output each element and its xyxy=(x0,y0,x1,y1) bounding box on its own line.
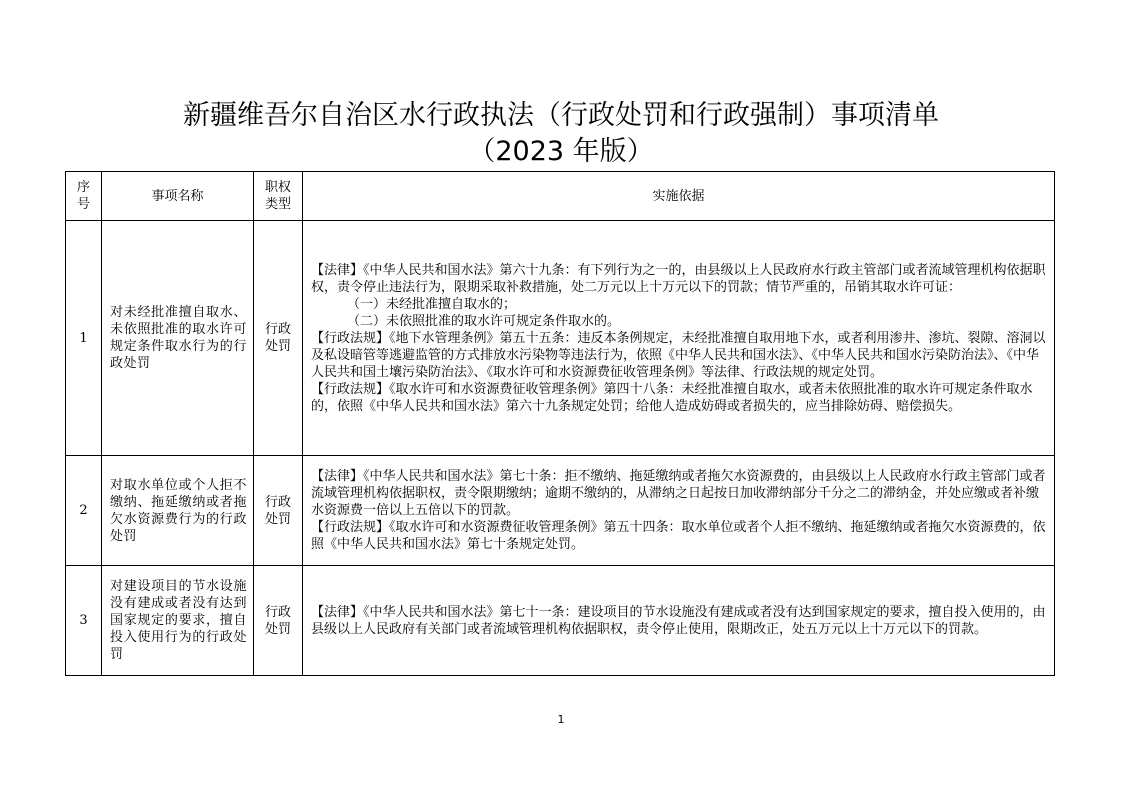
row-name: 对取水单位或个人拒不缴纳、拖延缴纳或者拖欠水资源费行为的行政处罚 xyxy=(102,456,254,566)
row-type: 行政处罚 xyxy=(254,456,303,566)
basis-paragraph: 【行政法规】《取水许可和水资源费征收管理条例》第五十四条：取水单位或者个人拒不缴纳、拖延缴纳或者拖欠水资源费的，依照《中华人民共和国水法》第七十条规定处罚。 xyxy=(311,520,1046,552)
page-number: 1 xyxy=(557,713,565,726)
table-header-row xyxy=(66,172,1055,221)
row-no: 3 xyxy=(66,566,102,676)
basis-paragraph: 【法律】《中华人民共和国水法》第六十九条：有下列行为之一的，由县级以上人民政府水行政主管部门或者流域管理机构依据职权，责令停止违法行为，限期采取补救措施，处二万元以上十万元以下的罚款；情节严重的，吊销其取水许可证： xyxy=(311,262,1046,295)
row-type: 行政处罚 xyxy=(254,221,303,456)
row-type: 行政处罚 xyxy=(254,566,303,676)
row-no: 2 xyxy=(66,456,102,566)
document-edition: （2023 年版） xyxy=(468,136,654,167)
basis-paragraph: 【法律】《中华人民共和国水法》第七十一条：建设项目的节水设施没有建成或者没有达到国家规定的要求，擅自投入使用的，由县级以上人民政府有关部门或者流域管理机构依据职权，责令停止使用，限期改正，处五万元以上十万元以下的罚款。 xyxy=(311,604,1046,637)
table-row xyxy=(66,221,1055,456)
table-row xyxy=(66,456,1055,566)
header-no: 序号 xyxy=(66,172,102,221)
basis-paragraph: 【行政法规】《取水许可和水资源费征收管理条例》第四十八条：未经批准擅自取水，或者未依照批准的取水许可规定条件取水的，依照《中华人民共和国水法》第六十九条规定处罚；给他人造成妨碍或者损失的，应当排除妨碍、赔偿损失。 xyxy=(311,381,1033,414)
row-name: 对建设项目的节水设施没有建成或者没有达到国家规定的要求，擅自投入使用行为的行政处罚 xyxy=(102,566,254,676)
row-name: 对未经批准擅自取水、未依照批准的取水许可规定条件取水行为的行政处罚 xyxy=(102,221,254,456)
matters-table xyxy=(65,171,1055,676)
header-name: 事项名称 xyxy=(102,172,254,221)
row-basis xyxy=(303,566,1055,676)
row-no: 1 xyxy=(66,221,102,456)
document-title: 新疆维吾尔自治区水行政执法（行政处罚和行政强制）事项清单 xyxy=(183,100,939,131)
header-type: 职权类型 xyxy=(254,172,303,221)
header-basis: 实施依据 xyxy=(303,172,1055,221)
table-row xyxy=(66,566,1055,676)
basis-paragraph: 【行政法规】《地下水管理条例》第五十五条：违反本条例规定，未经批准擅自取用地下水，或者利用渗井、渗坑、裂隙、溶洞以及私设暗管等逃避监管的方式排放水污染物等违法行为，依照《中华人民共和国水法》、《中华人民共和国水污染防治法》、《中华人民共和国土壤污染防治法》、《取水许可和水资源费征收管理条例》等法律、行政法规的规定处罚。 xyxy=(311,330,1046,380)
row-basis xyxy=(303,221,1055,456)
row-basis xyxy=(303,456,1055,566)
basis-paragraph: 【法律】《中华人民共和国水法》第七十条：拒不缴纳、拖延缴纳或者拖欠水资源费的，由县级以上人民政府水行政主管部门或者流域管理机构依据职权，责令限期缴纳；逾期不缴纳的，从滞纳之日起按日加收滞纳部分千分之二的滞纳金，并处应缴或者补缴水资源费一倍以上五倍以下的罚款。 xyxy=(311,469,1046,518)
basis-paragraph: （一）未经批准擅自取水的； xyxy=(347,296,517,312)
basis-paragraph: （二）未依照批准的取水许可规定条件取水的。 xyxy=(347,313,621,329)
